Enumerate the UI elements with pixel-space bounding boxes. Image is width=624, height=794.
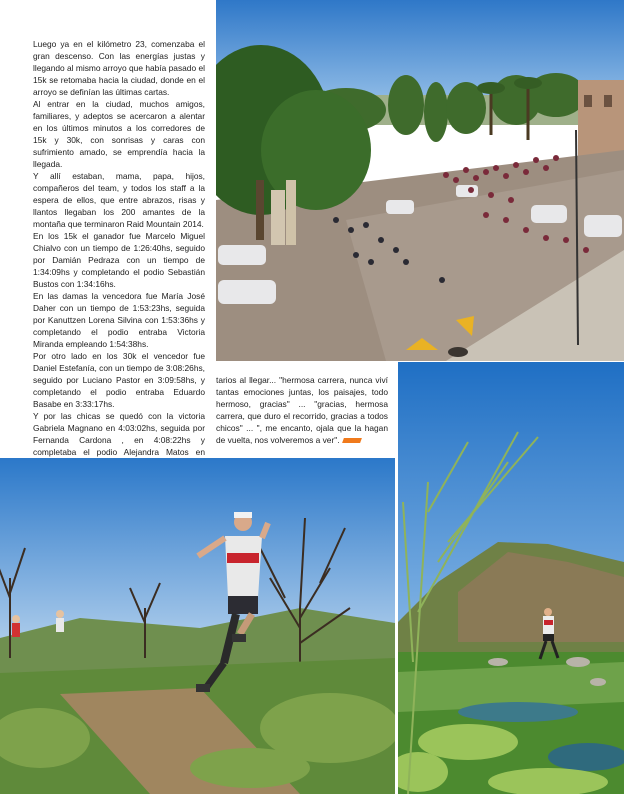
paragraph: Y por las chicas se quedó con la victoria Gabriela Magnano en 4:03:02hs, seguida por Fernanda Cardona , en 4:08:22hs y completaba el podio Alejandra Matos en	[33, 411, 205, 457]
photo-town-plaza-finish	[216, 0, 624, 361]
paragraph: En los 15k el ganador fue Marcelo Miguel Chialvo con un tiempo de 1:26:40hs, seguido por Damián Pedraza con un tiempo de 1:34:09hs y completando el podio Sebastián Bustos con 1:34:16hs.	[33, 231, 205, 289]
paragraph: En las damas la vencedora fue María José Daher con un tiempo de 1:53:23hs, seguida por Kanuttzen Lorena Silvina con 1:53:36hs y completando el podio entraba Victoria Miranda empleando 1:54:38hs.	[33, 291, 205, 349]
paragraph: Por otro lado en los 30k el vencedor fue Daniel Estefanía, con un tiempo de 3:08:26hs, seguido por Luciano Pastor en 3:09:58hs, y completando el podio entraba Eduardo Basabe en 3:33:17hs.	[33, 351, 205, 409]
paragraph-closing	[216, 374, 388, 446]
photo-runner-stream	[398, 362, 624, 794]
photo-runner-jumping	[0, 458, 395, 794]
paragraph: Al entrar en la ciudad, muchos amigos, familiares, y adeptos se acercaron a alentar en los últimos minutos a los corredores de 15k y 30k, con sonrisas y caras con sufrimiento amado, se emprendía hacia la llegada.	[33, 99, 205, 169]
article-column-right	[216, 374, 388, 446]
paragraph: Y allí estaban, mama, papa, hijos, compañeros del team, y todos los staff a la espera de ellos, que entre abrazos, risas y llantos llegaban los 200 amantes de la montaña que terminaron Raid Mountain 2014.	[33, 171, 205, 229]
closing-text: tarios al llegar... "hermosa carrera, nunca viví tantas emociones juntas, los paisajes, todo hermoso, gracias" ... "gracias, hermosa carrera, que duro el recorrido, gracias a todos chicos" ... ", me encanto, ojala que la hagan de vuelta, nos volveremos a ver".	[216, 375, 388, 445]
article-column-left	[33, 38, 205, 494]
paragraph: Luego ya en el kilómetro 23, comenzaba el gran descenso. Con las energías justas y llegando al mismo arroyo que había pasado el 15k se retomaba hacia la ciudad, donde en el arroyo se definían las últimas cartas.	[33, 39, 205, 97]
end-of-article-mark	[342, 438, 362, 443]
